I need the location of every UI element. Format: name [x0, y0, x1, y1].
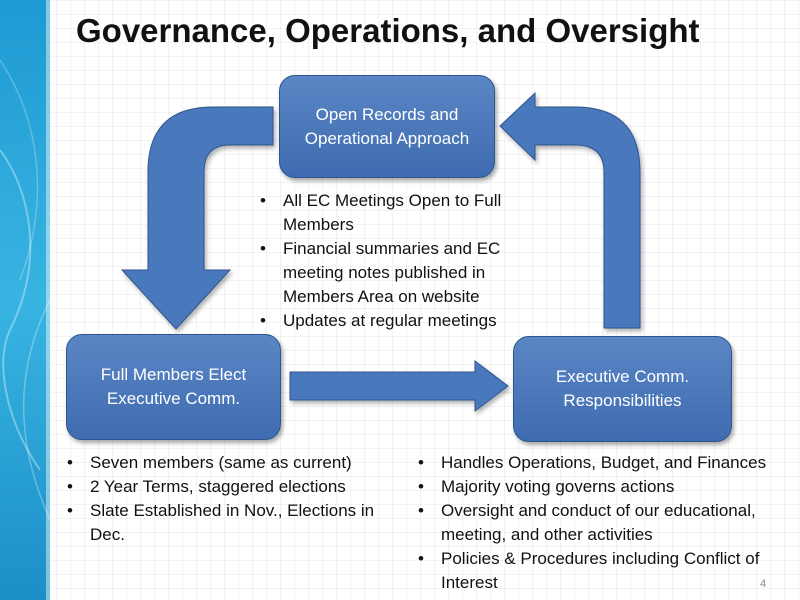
bullet-item: • Majority voting governs actions: [415, 475, 800, 499]
slide-title: Governance, Operations, and Oversight: [76, 12, 700, 49]
node-full-members: [66, 334, 281, 440]
node-open-records-line1: Open Records and: [315, 104, 459, 124]
node-full-members-line1: Full Members Elect: [100, 365, 247, 384]
bullet-item: • Handles Operations, Budget, and Finances: [415, 451, 800, 475]
full-members-bullets: [64, 451, 384, 547]
bullet-item: • Policies & Procedures including Conflict of Interest: [415, 547, 800, 595]
arrow-full-members-to-executive: [290, 361, 508, 411]
open-records-bullets: [257, 189, 547, 333]
node-executive: [513, 336, 732, 442]
node-open-records-line2: Operational Approach: [304, 128, 470, 148]
node-full-members-line2: Executive Comm.: [106, 389, 241, 408]
node-executive-line1: Executive Comm.: [555, 367, 690, 386]
bullet-item: • Oversight and conduct of our educational, meeting, and other activities: [415, 499, 800, 547]
node-open-records: [279, 75, 495, 178]
bullet-item: • Seven members (same as current): [64, 451, 384, 475]
page-number: 4: [760, 578, 767, 590]
bullet-item: • 2 Year Terms, staggered elections: [64, 475, 384, 499]
bullet-item: • Financial summaries and EC meeting notes published in Members Area on website: [257, 237, 547, 309]
bullet-item: • Slate Established in Nov., Elections in Dec.: [64, 499, 384, 547]
bullet-item: • Updates at regular meetings: [257, 309, 547, 333]
bullet-item: • All EC Meetings Open to Full Members: [257, 189, 547, 237]
node-executive-line2: Responsibilities: [563, 391, 682, 410]
arrow-open-records-to-full-members: [122, 107, 273, 329]
executive-bullets: [415, 451, 800, 595]
